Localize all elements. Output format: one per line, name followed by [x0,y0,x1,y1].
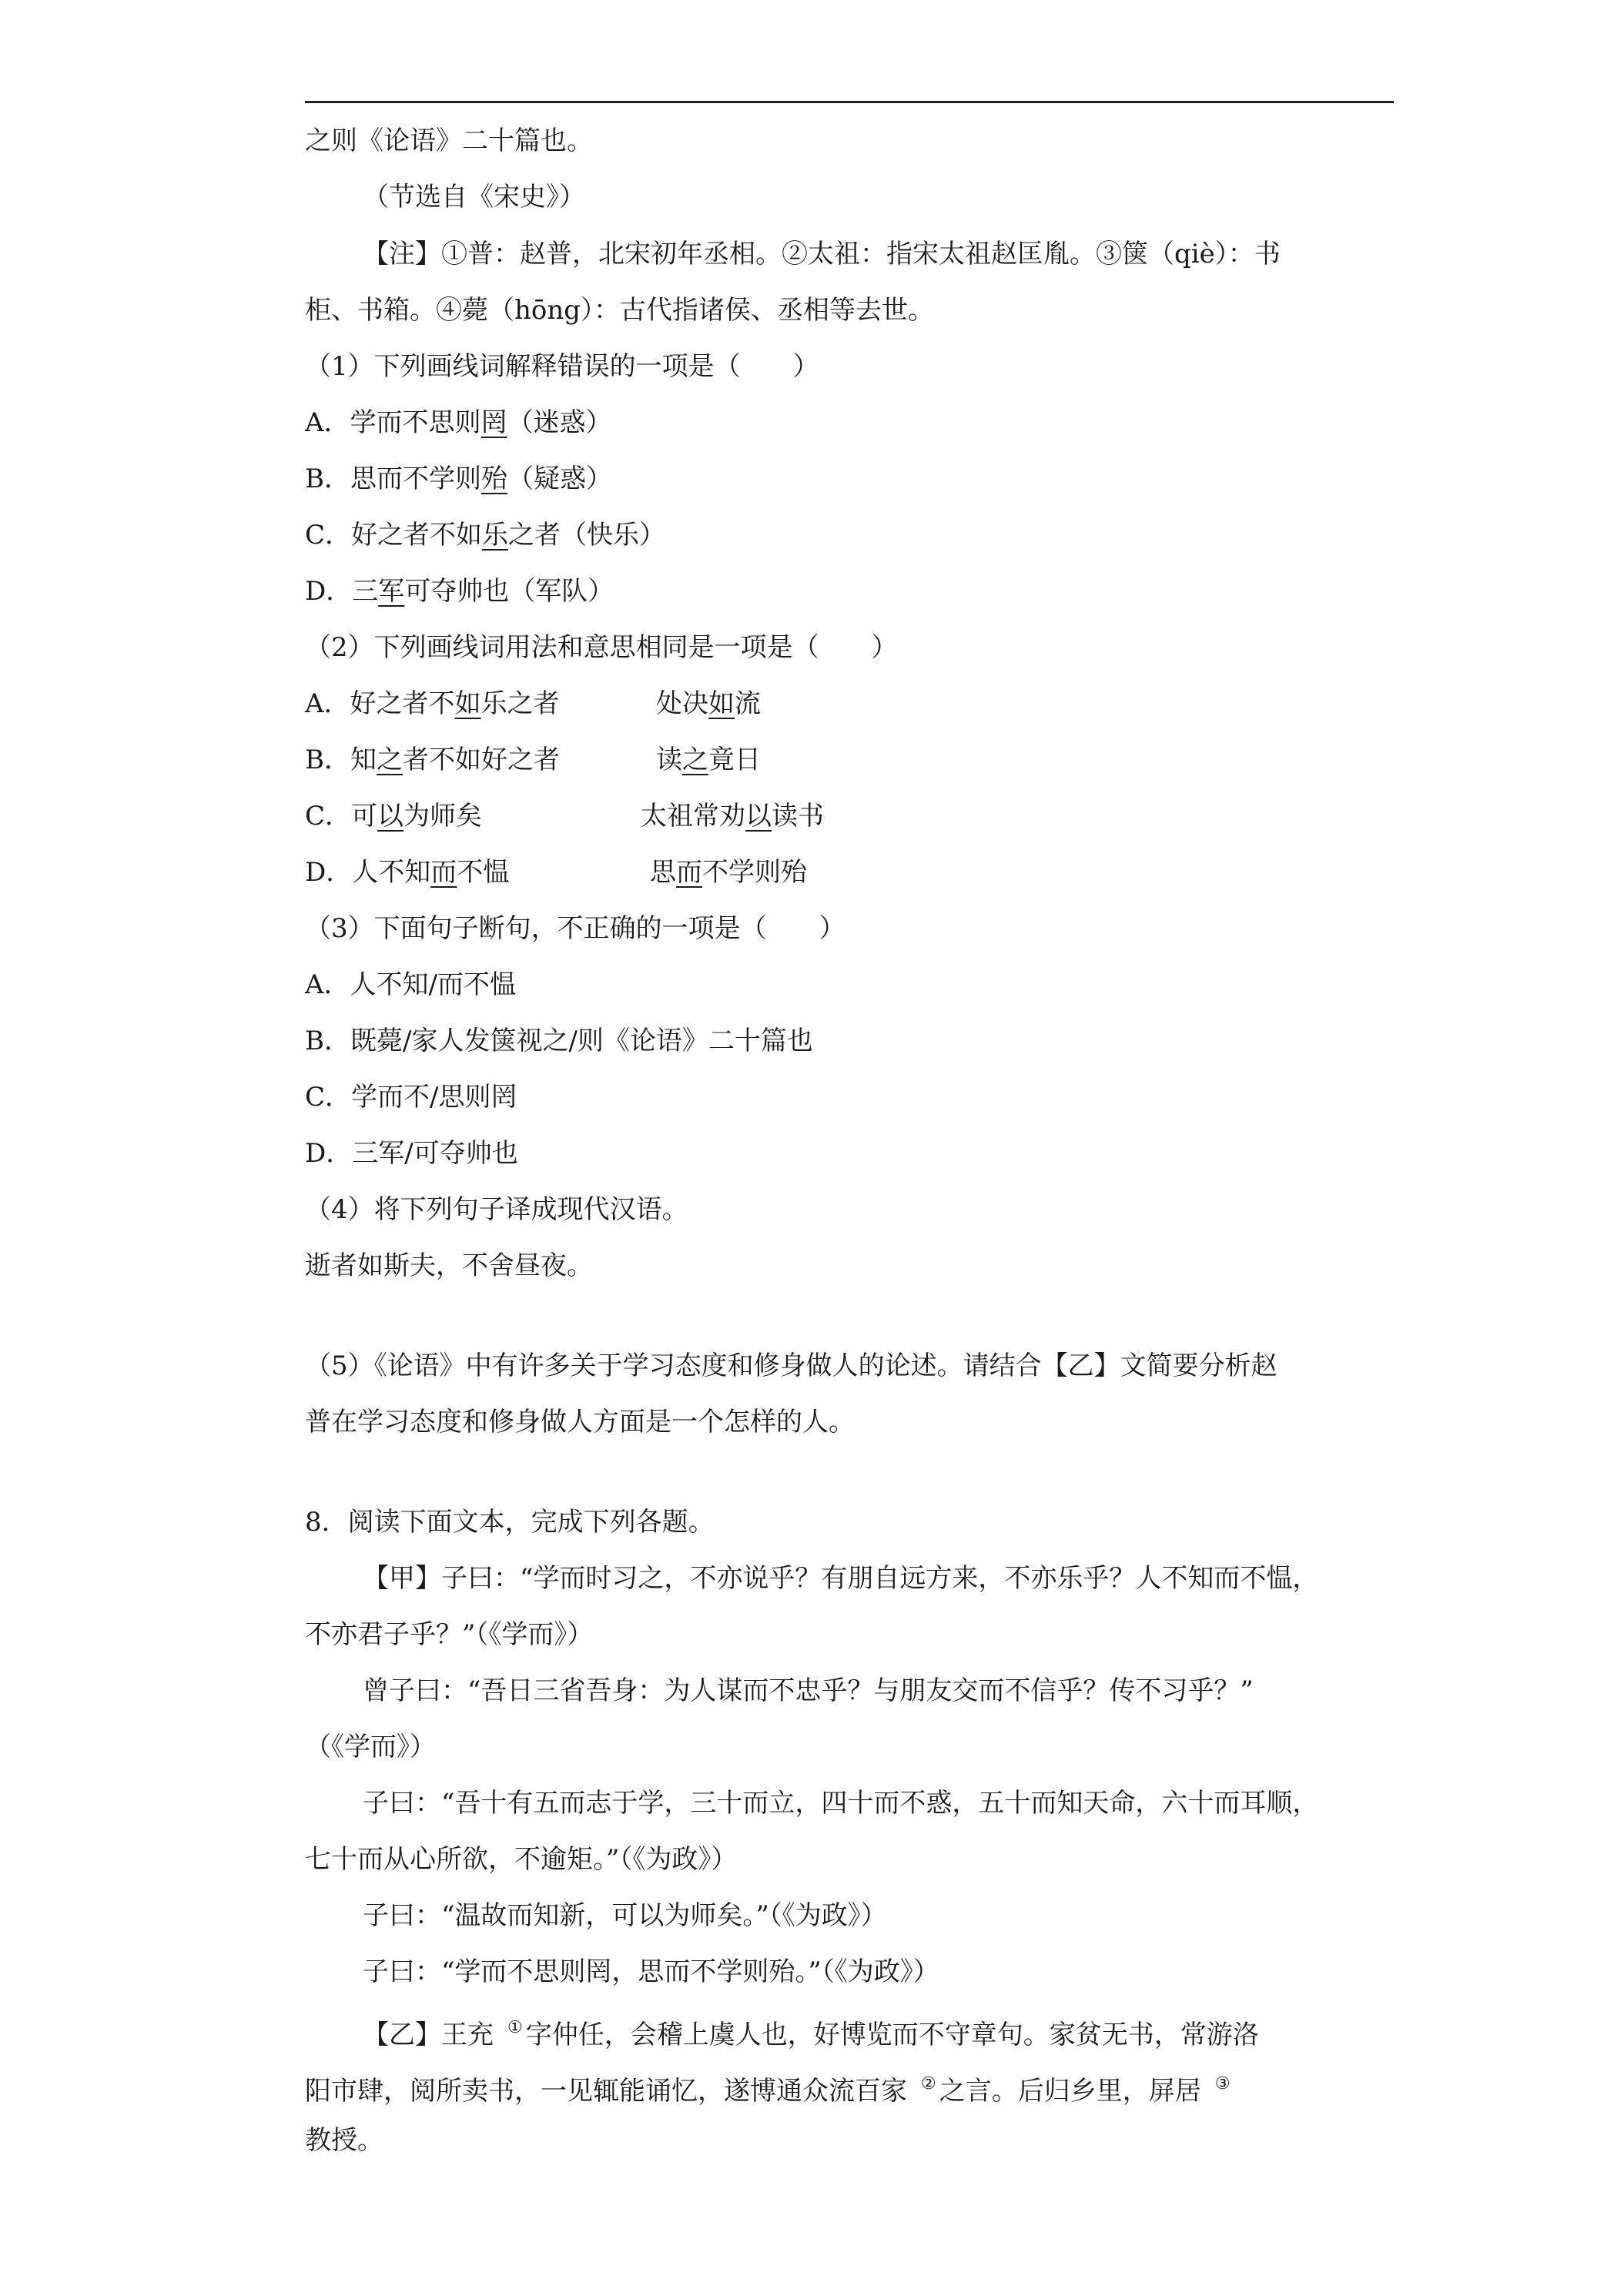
annotation-line: 【注】①普：赵普，北宋初年丞相。②太祖：指宋太祖赵匡胤。③箧（qiè）：书 [363,239,1281,269]
passage-jia-line: 子曰：“吾十有五而志于学，三十而立，四十而不惑，五十而知天命，六十而耳顺， [363,1788,1319,1819]
option-a: A．人不知/而不愠 [305,969,517,1000]
question-stem: （4）将下列句子译成现代汉语。 [305,1194,688,1225]
annotation-line: 柜、书箱。④薨（hōng）：古代指诸侯、丞相等去世。 [305,295,935,326]
option-c: C．好之者不如乐之者（快乐） [305,520,666,551]
translation-sentence: 逝者如斯夫，不舍昼夜。 [305,1250,593,1281]
question-stem-cont: 普在学习态度和修身做人方面是一个怎样的人。 [305,1407,855,1438]
option-d-left: D．人不知而不愠 [305,857,510,888]
option-d: D．三军可夺帅也（军队） [305,576,614,607]
passage-jia-line: 子曰：“学而不思则罔，思而不学则殆。”（《为政》） [363,1956,939,1987]
passage-jia-line: 不亦君子乎？”（《学而》） [305,1619,594,1650]
option-b-right: 读之竟日 [656,745,761,775]
passage-yi-line: 阳市肆，阅所卖书，一见辄能诵忆，遂博通众流百家 ② 之言。后归乡里，屏居 ③ [305,2074,1231,2107]
option-b: B．思而不学则殆（疑惑） [305,464,612,494]
passage-jia-line: 子曰：“温故而知新，可以为师矣。”（《为政》） [363,1900,887,1931]
option-a-left: A．好之者不如乐之者 [305,688,560,719]
option-c-right: 太祖常劝以读书 [641,801,824,832]
option-b-left: B．知之者不如好之者 [305,745,560,775]
option-c-left: C．可以为师矣 [305,801,483,832]
passage-jia-line: 【甲】子曰：“学而时习之，不亦说乎？有朋自远方来，不亦乐乎？人不知而不愠， [363,1563,1319,1594]
passage-source: （节选自《宋史》） [363,182,585,213]
option-c: C．学而不/思则罔 [305,1082,517,1113]
option-d: D．三军/可夺帅也 [305,1138,518,1169]
footnote-marker: ③ [1214,2074,1231,2094]
passage-yi-line: 【乙】王充 ① 字仲任，会稽上虞人也，好博览而不守章句。家贫无书，常游洛 [363,2018,1259,2050]
option-a: A．学而不思则罔（迷惑） [305,407,612,438]
footnote-marker: ② [921,2074,936,2094]
question-stem: （5）《论语》中有许多关于学习态度和修身做人的论述。请结合【乙】文简要分析赵 [305,1350,1277,1381]
passage-line: 之则《论语》二十篇也。 [305,126,593,156]
passage-jia-line: 曾子曰：“吾日三省吾身：为人谋而不忠乎？与朋友交而不信乎？传不习乎？” [363,1675,1254,1706]
question-stem: （3）下面句子断句，不正确的一项是（ ） [305,913,845,944]
option-d-right: 思而不学则殆 [650,857,807,888]
option-b: B．既薨/家人发箧视之/则《论语》二十篇也 [305,1026,813,1056]
question-stem: （1）下列画线词解释错误的一项是（ ） [305,351,819,382]
passage-yi-line: 教授。 [305,2125,383,2156]
question-title: 8．阅读下面文本，完成下列各题。 [305,1507,715,1538]
question-stem: （2）下列画线词用法和意思相同是一项是（ ） [305,632,898,663]
passage-jia-line: 七十而从心所欲，不逾矩。”（《为政》） [305,1844,738,1875]
header-rule [305,101,1394,103]
footnote-marker: ① [507,2018,523,2037]
passage-jia-line: （《学而》） [305,1732,436,1762]
option-a-right: 处决如流 [656,688,761,719]
